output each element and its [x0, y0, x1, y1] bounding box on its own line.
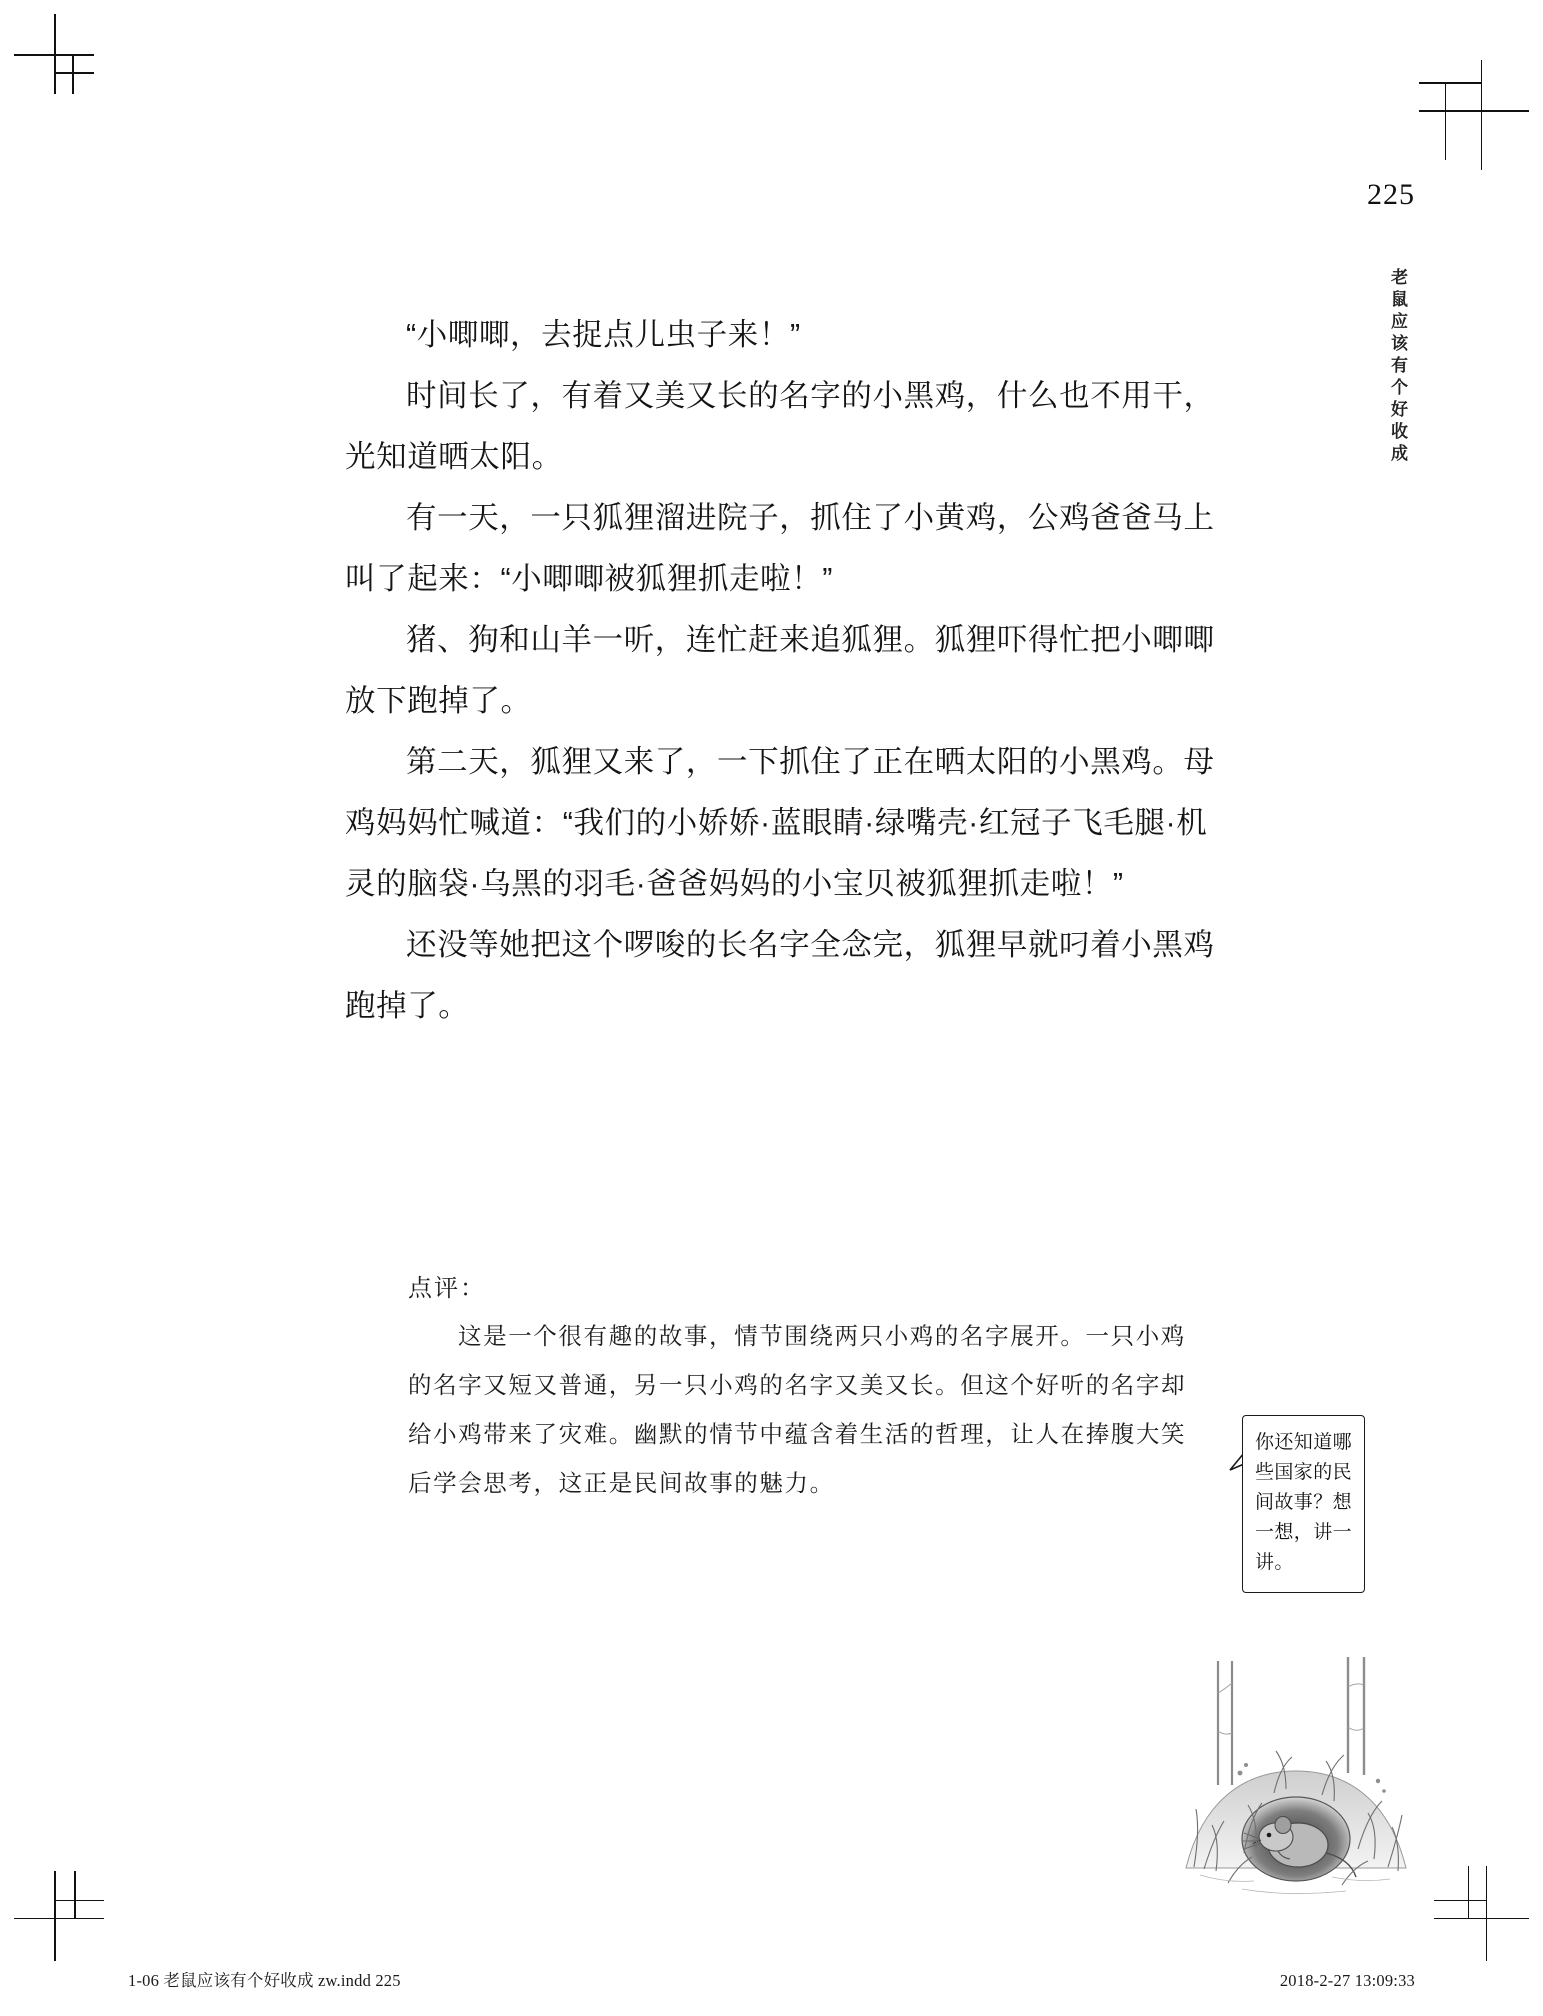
- speech-bubble: [1242, 1415, 1365, 1593]
- story-body: [345, 305, 1230, 1037]
- commentary-text: 这是一个很有趣的故事，情节围绕两只小鸡的名字展开。一只小鸡的名字又短又普通，另一只小鸡的名字又美又长。但这个好听的名字却给小鸡带来了灾难。幽默的情节中蕴含着生活的哲理，让人在捧腹大笑后学会思考，这正是民间故事的魅力。: [408, 1324, 1187, 1497]
- commentary-title: 点评：: [408, 1276, 486, 1302]
- speech-bubble-text: 你还知道哪些国家的民间故事？想一想，讲一讲。: [1255, 1432, 1353, 1573]
- story-paragraph: “小唧唧，去捉点儿虫子来！”: [406, 318, 801, 352]
- story-paragraph: 有一天，一只狐狸溜进院子，抓住了小黄鸡，公鸡爸爸马上叫了起来：“小唧唧被狐狸抓走啦！”: [345, 501, 1215, 596]
- crop-mark-top-right: [1419, 60, 1529, 170]
- crop-mark-bottom-left: [14, 1871, 104, 1961]
- crop-mark-top-left: [14, 14, 94, 94]
- commentary-block: [408, 1268, 1268, 1509]
- story-paragraph: 猪、狗和山羊一听，连忙赶来追狐狸。狐狸吓得忙把小唧唧放下跑掉了。: [345, 623, 1215, 718]
- crop-mark-bottom-right: [1434, 1866, 1529, 1961]
- mouse-burrow-illustration: [1182, 1653, 1410, 1903]
- page-number: 225: [1367, 178, 1415, 211]
- footer-timestamp: 2018-2-27 13:09:33: [1279, 1971, 1415, 1990]
- footer-file-info: 1-06 老鼠应该有个好收成 zw.indd 225: [128, 1971, 401, 1990]
- running-head: 老鼠应该有个好收成: [1388, 268, 1407, 466]
- story-paragraph: 还没等她把这个啰唆的长名字全念完，狐狸早就叼着小黑鸡跑掉了。: [345, 928, 1215, 1023]
- story-paragraph: 第二天，狐狸又来了，一下抓住了正在晒太阳的小黑鸡。母鸡妈妈忙喊道：“我们的小娇娇·蓝眼睛·绿嘴壳·红冠子飞毛腿·机灵的脑袋·乌黑的羽毛·爸爸妈妈的小宝贝被狐狸抓走啦！”: [345, 745, 1215, 901]
- story-paragraph: 时间长了，有着又美又长的名字的小黑鸡，什么也不用干，光知道晒太阳。: [345, 379, 1215, 474]
